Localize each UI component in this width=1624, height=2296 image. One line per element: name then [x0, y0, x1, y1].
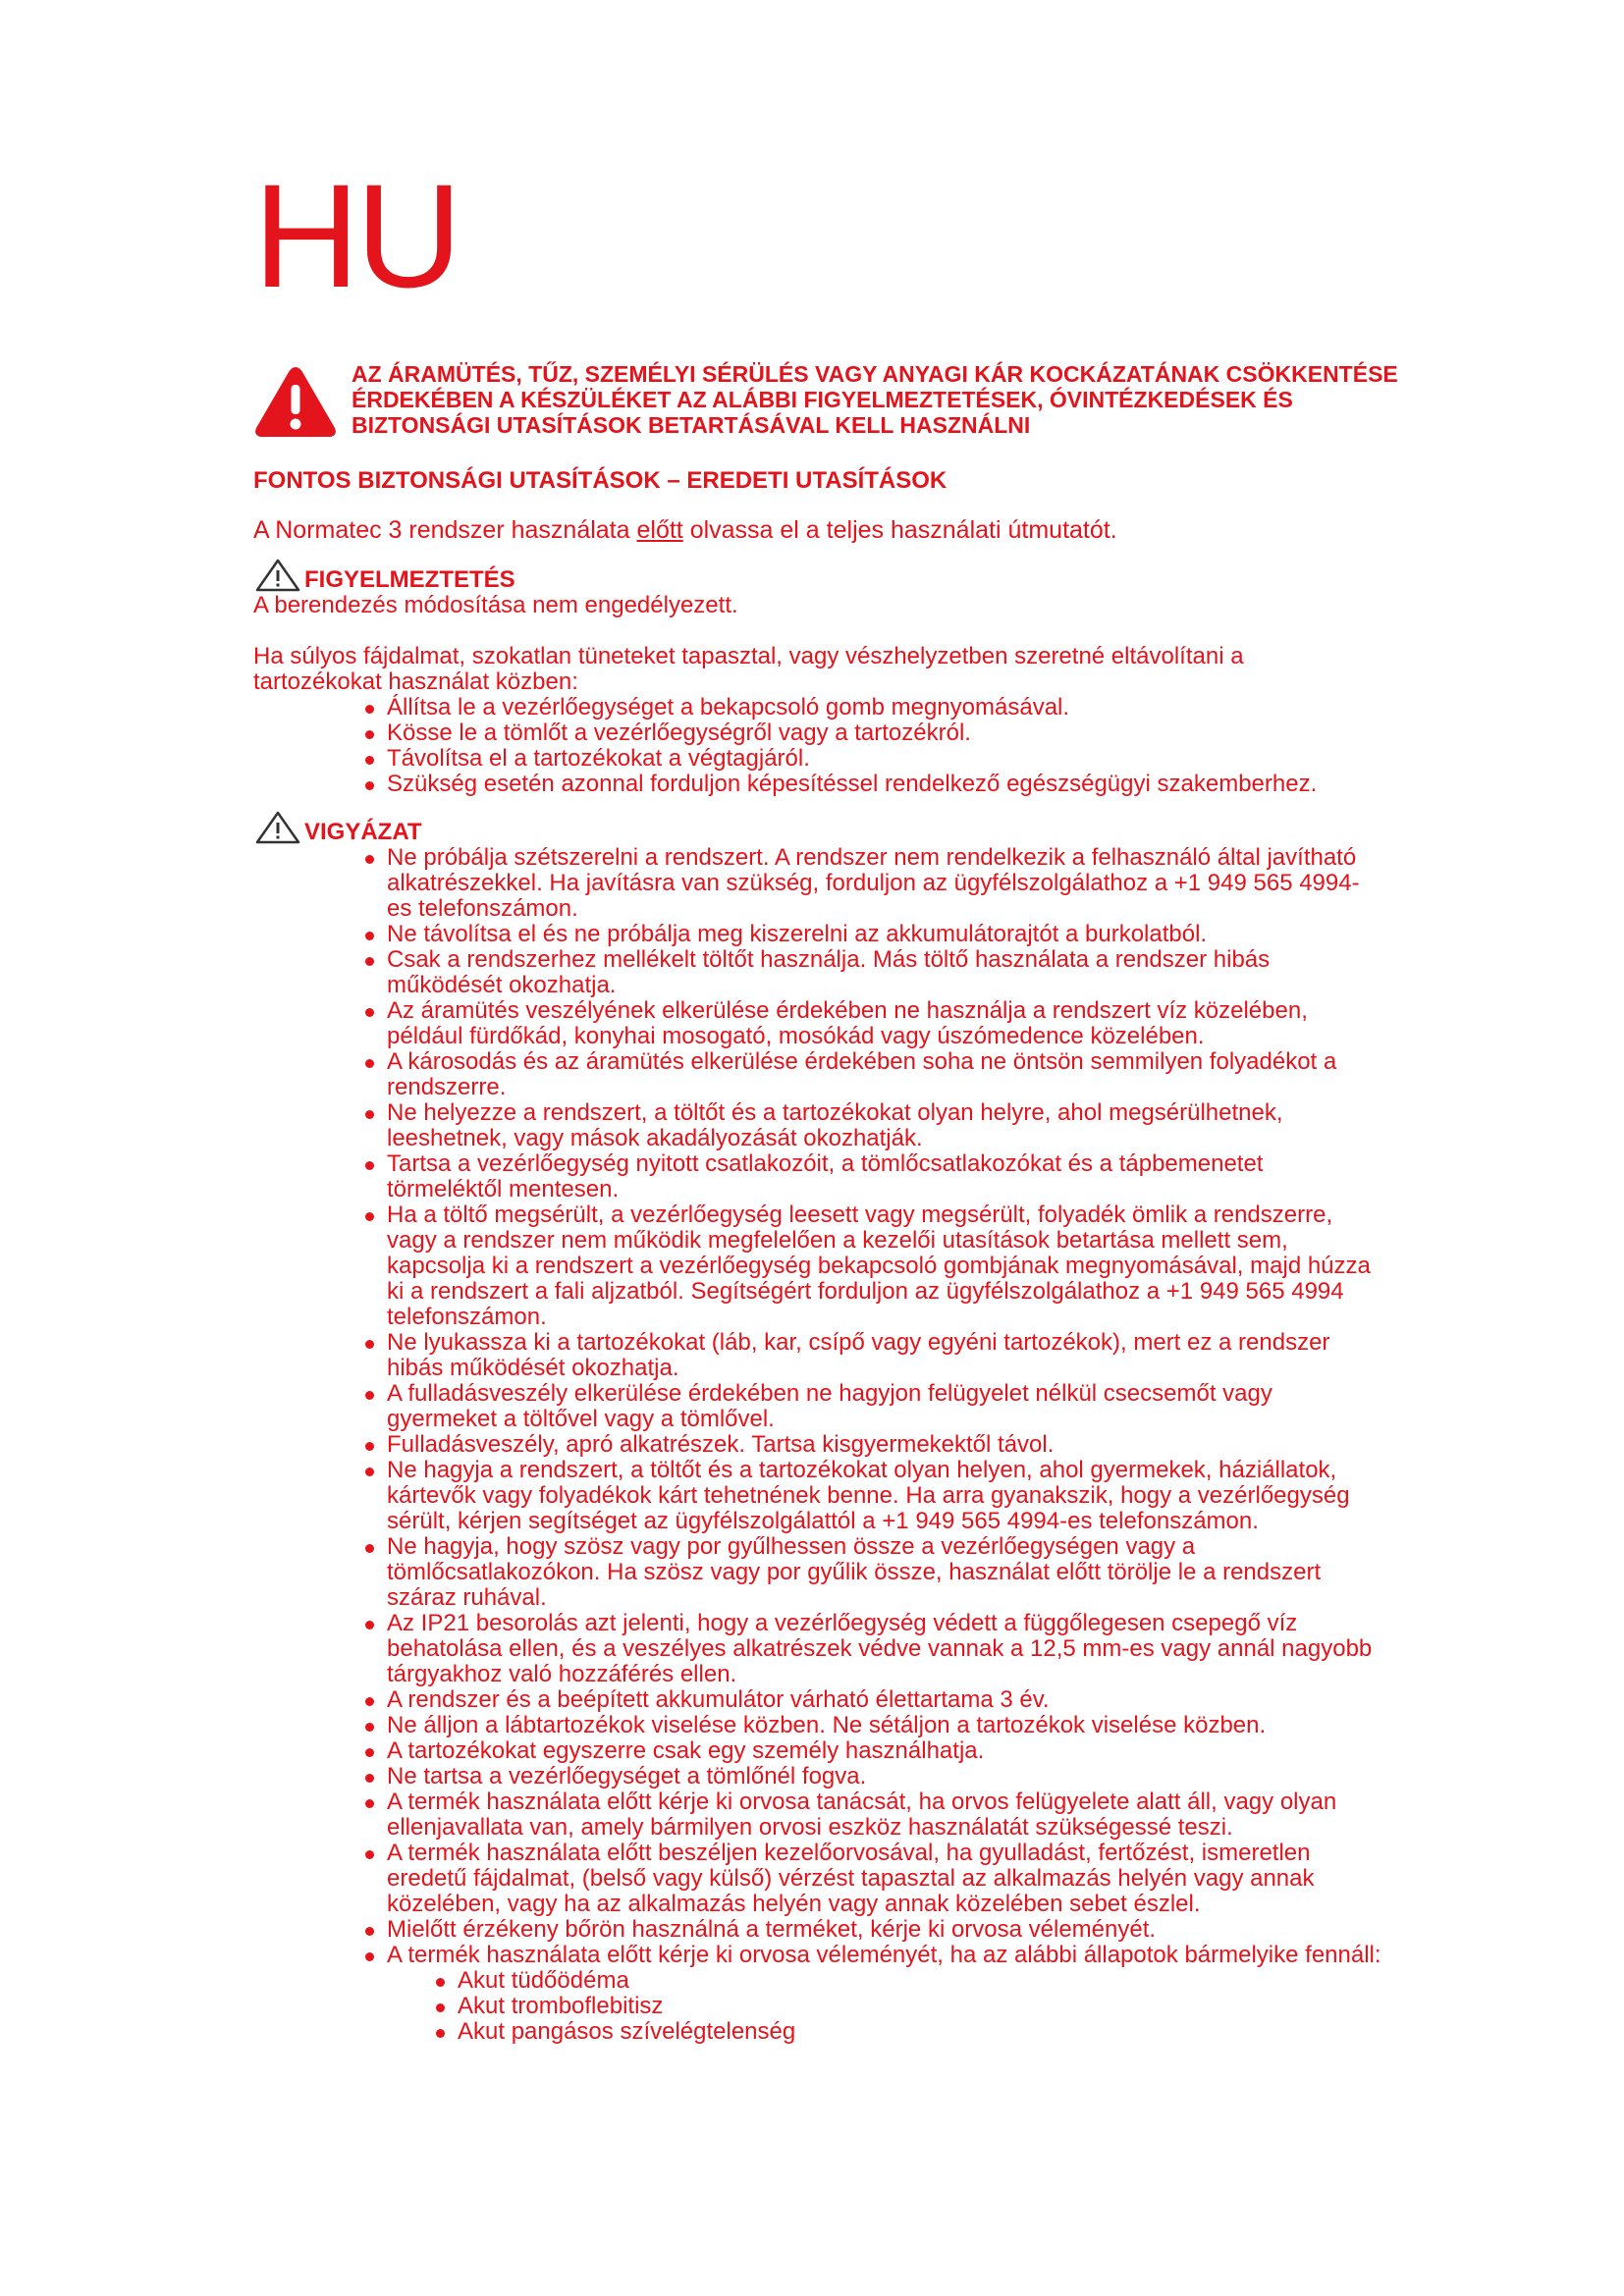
list-item: A termék használata előtt beszéljen kezelőorvosával, ha gyulladást, fertőzést, ismeretlen eredetű fájdalmat, (belső vagy külső) vérzést tapasztal az alkalmazás helyén vagy annak közelében, vagy ha az alkalmazás helyén vagy annak közelében sebet észlel.	[363, 1841, 1382, 1917]
list-item: Ne próbálja szétszerelni a rendszert. A rendszer nem rendelkezik a felhasználó által javítható alkatrészekkel. Ha javításra van szükség, forduljon az ügyfélszolgálathoz a +1 949 565 4994-es telefonszámon.	[363, 845, 1382, 922]
list-item: A termék használata előtt kérje ki orvosa véleményét, ha az alábbi állapotok bármelyike fennáll: Akut tüdőödéma Akut tromboflebitisz Akut pangásos szívelégtelenség	[363, 1943, 1382, 2045]
list-item: Ha a töltő megsérült, a vezérlőegység leesett vagy megsérült, folyadék ömlik a rendszerre, vagy a rendszer nem működik megfelelően a kezelői utasítások betartása mellett sem, kapcsolja ki a rendszert a vezérlőegység bekapcsoló gombjának megnyomásával, majd húzza ki a rendszert a fali aljzatból. Segítségért forduljon az ügyfélszolgálathoz a +1 949 565 4994 telefonszámon.	[363, 1202, 1382, 1330]
list-item: Az áramütés veszélyének elkerülése érdekében ne használja a rendszert víz közelében, például fürdőkád, konyhai mosogató, mosókád vagy úszómedence közelében.	[363, 998, 1382, 1049]
list-item: Tartsa a vezérlőegység nyitott csatlakozóit, a tömlőcsatlakozókat és a tápbemenetet törmeléktől mentesen.	[363, 1151, 1382, 1202]
list-item: Ne távolítsa el és ne próbálja meg kiszerelni az akkumulátorajtót a burkolatból.	[363, 922, 1382, 947]
list-item: A termék használata előtt kérje ki orvosa tanácsát, ha orvos felügyelete alatt áll, vagy olyan ellenjavallata van, amely bármilyen orvosi eszköz használatát szükségessé teszi.	[363, 1789, 1382, 1841]
list-item: Az IP21 besorolás azt jelenti, hogy a vezérlőegység védett a függőlegesen csepegő víz behatolása ellen, és a veszélyes alkatrészek védve vannak a 12,5 mm-es vagy annál nagyobb tárgyakhoz való hozzáférés ellen.	[363, 1611, 1382, 1687]
intro-paragraph	[253, 516, 1117, 545]
warning-text: A berendezés módosítása nem engedélyezett.	[253, 592, 738, 618]
section-title: FONTOS BIZTONSÁGI UTASÍTÁSOK – EREDETI UTASÍTÁSOK	[253, 467, 947, 494]
list-item: Fulladásveszély, apró alkatrészek. Tartsa kisgyermekektől távol.	[363, 1432, 1382, 1458]
intro-text-after: olvassa el a teljes használati útmutatót.	[682, 516, 1117, 544]
list-item: Ne álljon a lábtartozékok viselése közben. Ne sétáljon a tartozékok viselése közben.	[363, 1713, 1382, 1738]
emergency-steps-list	[363, 695, 1392, 797]
emergency-paragraph: Ha súlyos fájdalmat, szokatlan tüneteket tapasztal, vagy vészhelyzetben szeretné eltávolítani a tartozékokat használat közben:	[253, 643, 1244, 695]
list-item: Ne hagyja a rendszert, a töltőt és a tartozékokat olyan helyen, ahol gyermekek, háziállatok, kártevők vagy folyadékok kárt tehetnének benne. Ha arra gyanakszik, hogy a vezérlőegység sérült, kérjen segítséget az ügyfélszolgálattól a +1 949 565 4994-es telefonszámon.	[363, 1458, 1382, 1534]
list-item: Ne helyezze a rendszert, a töltőt és a tartozékokat olyan helyre, ahol megsérülhetnek, leeshetnek, vagy mások akadályozását okozhatják.	[363, 1100, 1382, 1151]
caution-label-text: VIGYÁZAT	[304, 819, 422, 845]
intro-text-before: A Normatec 3 rendszer használata	[253, 516, 637, 544]
intro-underlined-word: előtt	[636, 516, 683, 544]
warning-triangle-filled-icon	[253, 363, 338, 440]
list-item: Mielőtt érzékeny bőrön használná a terméket, kérje ki orvosa véleményét.	[363, 1917, 1382, 1943]
list-item: A fulladásveszély elkerülése érdekében ne hagyjon felügyelet nélkül csecsemőt vagy gyermeket a töltővel vagy a tömlővel.	[363, 1381, 1382, 1432]
list-item: Ne tartsa a vezérlőegységet a tömlőnél fogva.	[363, 1764, 1382, 1789]
caution-list	[363, 845, 1382, 2045]
list-item: Távolítsa el a tartozékokat a végtagjáról.	[363, 746, 1392, 772]
list-item: Kösse le a tömlőt a vezérlőegységről vagy a tartozékról.	[363, 721, 1392, 746]
caution-section	[253, 810, 1392, 2045]
list-item: Állítsa le a vezérlőegységet a bekapcsoló gomb megnyomásával.	[363, 695, 1392, 721]
conditions-sublist	[434, 1968, 1382, 2045]
list-item: A rendszer és a beépített akkumulátor várható élettartama 3 év.	[363, 1687, 1382, 1713]
list-item: Akut pangásos szívelégtelenség	[434, 2019, 1382, 2045]
warning-triangle-outline-icon	[253, 558, 302, 593]
language-code: HU	[253, 153, 459, 318]
list-item: Szükség esetén azonnal forduljon képesítéssel rendelkező egészségügyi szakemberhez.	[363, 772, 1392, 797]
list-item: A károsodás és az áramütés elkerülése érdekében soha ne öntsön semmilyen folyadékot a rendszerre.	[363, 1049, 1382, 1100]
warning-label	[253, 558, 1392, 593]
list-item: Akut tüdőödéma	[434, 1968, 1382, 1994]
list-item: Ne hagyja, hogy szösz vagy por gyűlhessen össze a vezérlőegységen vagy a tömlőcsatlakozókon. Ha szösz vagy por gyűlik össze, használat előtt törölje le a rendszert száraz ruhával.	[363, 1534, 1382, 1611]
warning-header-text: AZ ÁRAMÜTÉS, TŰZ, SZEMÉLYI SÉRÜLÉS VAGY ANYAGI KÁR KOCKÁZATÁNAK CSÖKKENTÉSE ÉRDEKÉBEN A KÉSZÜLÉKET AZ ALÁBBI FIGYELMEZTETÉSEK, ÓVINTÉZKEDÉSEK ÉS BIZTONSÁGI UTASÍTÁSOK BETARTÁSÁVAL KELL HASZNÁLNI	[352, 361, 1398, 438]
warning-section	[253, 558, 1392, 797]
list-item: Ne lyukassza ki a tartozékokat (láb, kar, csípő vagy egyéni tartozékok), mert ez a rendszer hibás működését okozhatja.	[363, 1330, 1382, 1381]
caution-label	[253, 810, 1392, 845]
list-item: Csak a rendszerhez mellékelt töltőt használja. Más töltő használata a rendszer hibás működését okozhatja.	[363, 947, 1382, 998]
list-item: A tartozékokat egyszerre csak egy személy használhatja.	[363, 1738, 1382, 1764]
warning-triangle-outline-icon	[253, 810, 302, 845]
list-item: Akut tromboflebitisz	[434, 1994, 1382, 2019]
warning-label-text: FIGYELMEZTETÉS	[304, 566, 515, 593]
